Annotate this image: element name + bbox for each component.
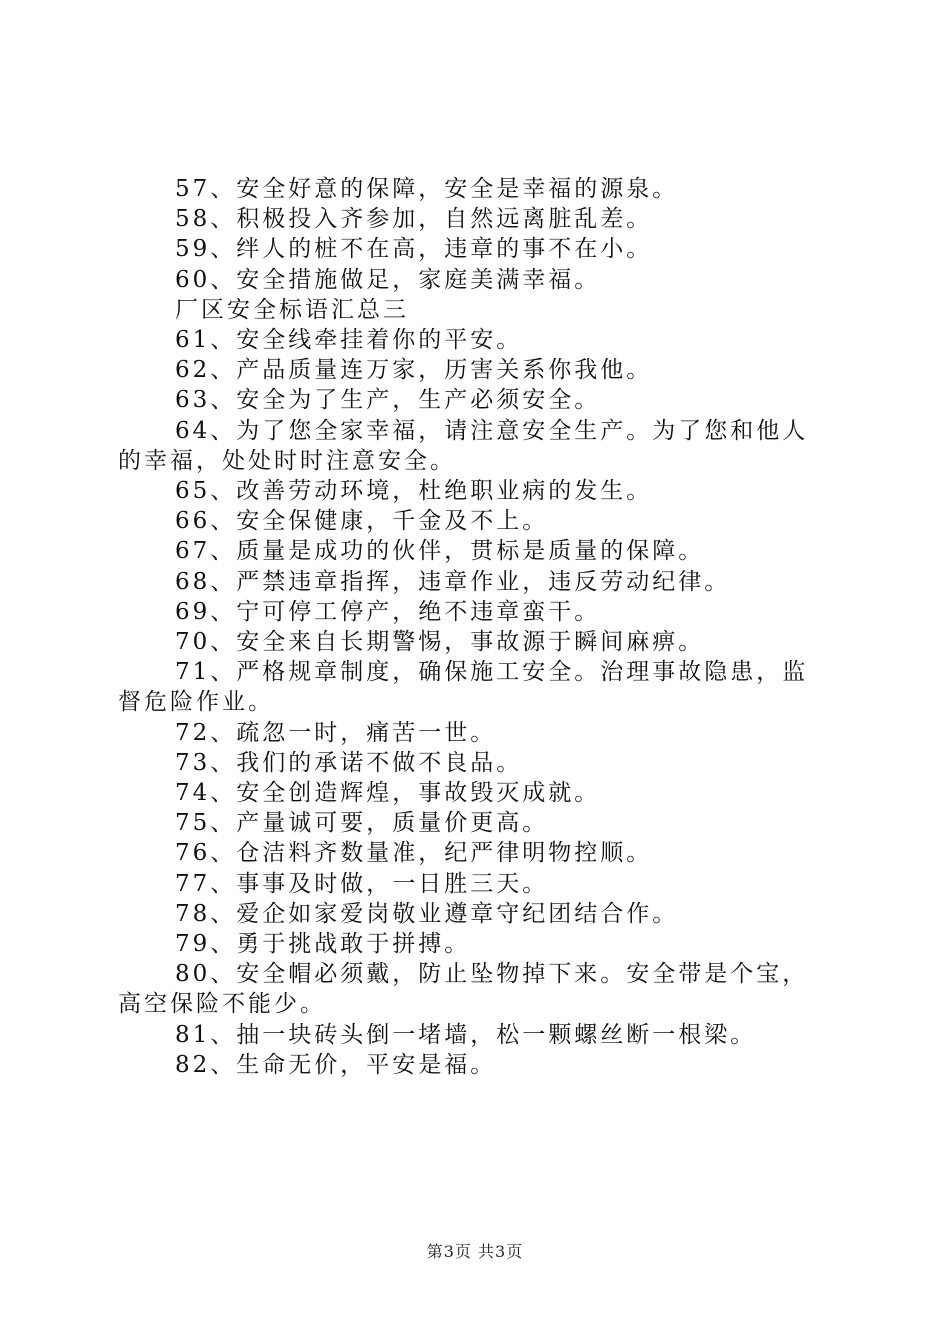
paragraph: 57、安全好意的保障，安全是幸福的源泉。 [175,176,679,202]
paragraph: 70、安全来自长期警惕，事故源于瞬间麻痹。 [175,629,705,656]
paragraph: 80、安全帽必须戴，防止坠物掉下来。安全带是个宝，高空保险不能少。 [118,961,809,1018]
paragraph: 73、我们的承诺不做不良品。 [175,749,523,776]
paragraph: 62、产品质量连万家，历害关系你我他。 [175,357,653,384]
paragraph: 77、事事及时做，一日胜三天。 [175,870,549,897]
paragraph: 66、安全保健康，千金及不上。 [175,508,549,535]
paragraph: 71、严格规章制度，确保施工安全。治理事故隐患，监督危险作业。 [118,659,809,716]
paragraph: 76、仓洁料齐数量准，纪严律明物控顺。 [175,840,653,867]
paragraph: 64、为了您全家幸福，请注意安全生产。为了您和他人的幸福，处处时时注意安全。 [118,417,809,474]
paragraph: 67、质量是成功的伙伴，贯标是质量的保障。 [175,538,705,565]
paragraph: 79、勇于挑战敢于拼搏。 [175,931,471,958]
paragraph: 69、宁可停工停产，绝不违章蛮干。 [175,598,601,625]
paragraph: 65、改善劳动环境，杜绝职业病的发生。 [175,478,653,505]
paragraph: 58、积极投入齐参加，自然远离脏乱差。 [175,206,653,233]
paragraph: 74、安全创造辉煌，事故毁灭成就。 [175,780,601,807]
paragraph: 72、疏忽一时，痛苦一世。 [175,719,497,746]
paragraph: 68、严禁违章指挥，违章作业，违反劳动纪律。 [175,568,731,595]
page-footer: 第3页 共3页 [426,1242,524,1261]
paragraph: 75、产量诚可要，质量价更高。 [175,810,549,837]
paragraph: 63、安全为了生产，生产必须安全。 [175,387,601,414]
paragraph: 81、抽一块砖头倒一堵墙，松一颗螺丝断一根梁。 [175,1021,757,1048]
paragraph: 59、绊人的桩不在高，违章的事不在小。 [175,236,653,263]
paragraph: 78、爱企如家爱岗敬业遵章守纪团结合作。 [175,900,679,927]
section-heading: 厂区安全标语汇总三 [175,296,409,323]
paragraph: 61、安全线牵挂着你的平安。 [175,327,523,354]
document-body [118,174,830,1080]
paragraph: 82、生命无价，平安是福。 [175,1051,497,1078]
paragraph: 60、安全措施做足，家庭美满幸福。 [175,266,601,293]
